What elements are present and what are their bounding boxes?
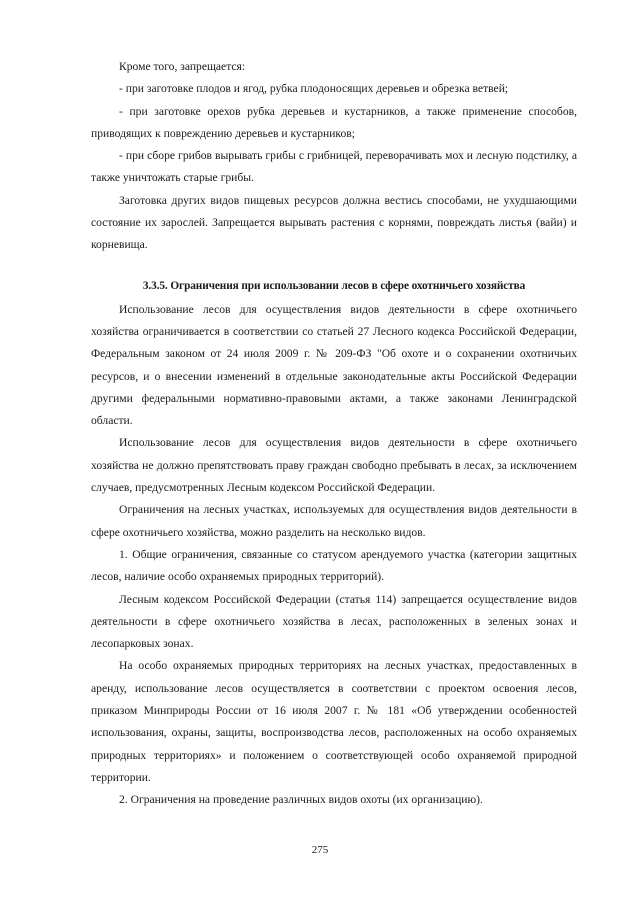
page-number: 275 [311, 844, 329, 856]
paragraph: На особо охраняемых природных территориях на лесных участках, предоставленных в аренду, использование лесов осуществляется в соответствии с проектом освоения лесов, приказом Минприроды России от 16 июля 2007 г. № 181 «Об утверждении особенностей использования, охраны, защиты, воспроизводства лесов, расположенных на особо охраняемых природных территориях» и положением о соответствующей особо охраняемой природной территории. [91, 659, 577, 784]
paragraph: Использование лесов для осуществления видов деятельности в сфере охотничьего хозяйства не должно препятствовать праву граждан свободно пребывать в лесах, за исключением случаев, предусмотренных Лесным кодексом Российской Федерации. [91, 436, 577, 495]
section-heading: 3.3.5. Ограничения при использовании лесов в сфере охотничьего хозяйства [142, 279, 526, 292]
list-item: - при сборе грибов вырывать грибы с грибницей, переворачивать мох и лесную подстилку, а также уничтожать старые грибы. [91, 149, 577, 185]
paragraph: Использование лесов для осуществления видов деятельности в сфере охотничьего хозяйства ограничивается в соответствии со статьей 27 Лесного кодекса Российской Федерации, Федеральным законом от 24 июля 2009 г. № 209-ФЗ "Об охоте и о сохранении охотничьих ресурсов, и о внесении изменений в отдельные законодательные акты Российской Федерации другими федеральными нормативно-правовыми актами, а также законами Ленинградской области. [91, 302, 577, 428]
list-item: - при заготовке орехов рубка деревьев и кустарников, а также применение способов, приводящих к повреждению деревьев и кустарников; [91, 104, 577, 140]
paragraph: Лесным кодексом Российской Федерации (статья 114) запрещается осуществление видов деятельности в сфере охотничьего хозяйства в лесах, расположенных в зеленых зонах и лесопарковых зонах. [91, 592, 577, 651]
page-body [91, 56, 577, 812]
paragraph: 2. Ограничения на проведение различных видов охоты (их организацию). [119, 793, 483, 807]
paragraph: Заготовка других видов пищевых ресурсов должна вестись способами, не ухудшающими состояние их зарослей. Запрещается вырывать растения с корнями, повреждать листья (вайи) и корневища. [91, 193, 577, 252]
paragraph: 1. Общие ограничения, связанные со статусом арендуемого участка (категории защитных лесов, наличие особо охраняемых природных территорий). [91, 547, 577, 584]
paragraph: Кроме того, запрещается: [119, 60, 246, 73]
list-item: - при заготовке плодов и ягод, рубка плодоносящих деревьев и обрезка ветвей; [119, 82, 509, 96]
paragraph: Ограничения на лесных участках, используемых для осуществления видов деятельности в сфере охотничьего хозяйства, можно разделить на несколько видов. [91, 503, 577, 539]
